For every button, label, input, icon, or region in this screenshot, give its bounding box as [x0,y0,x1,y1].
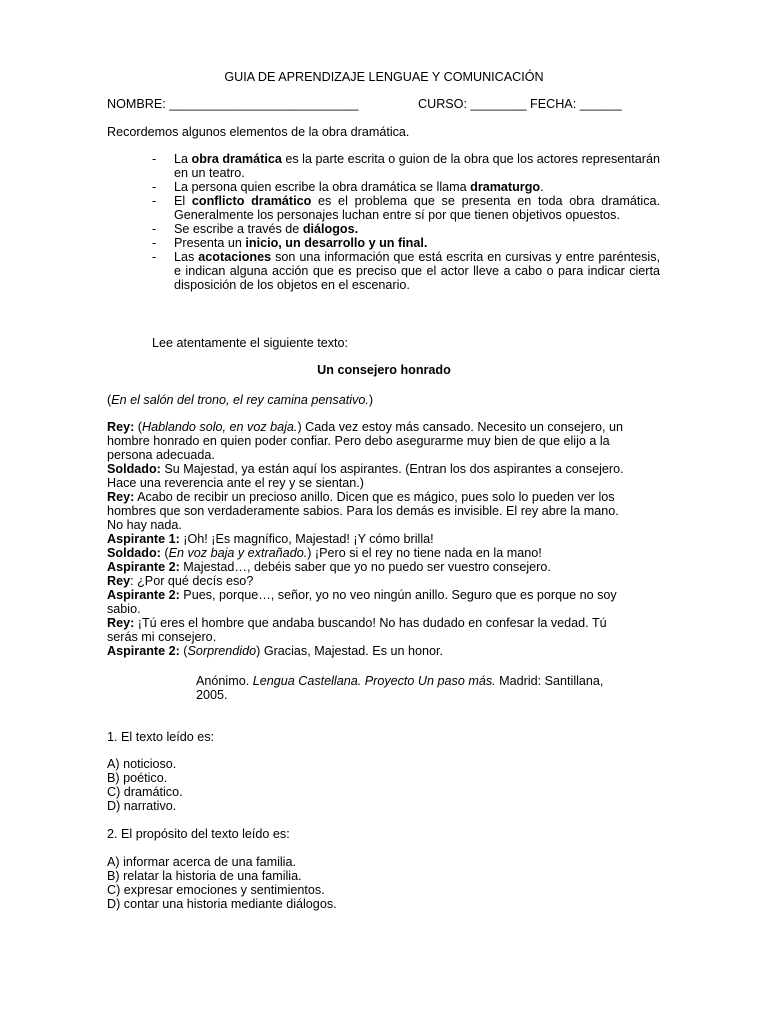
text-run: son una información que está escrita en cursivas y entre paréntesis, e indican alguna acción que es preciso que el actor lleve a cabo o para indicar cierta disposición de los objetos en el escenario. [174,250,660,292]
text-run: Pues, porque…, señor, yo no veo ningún anillo. Seguro que es porque no soy sabio. [107,588,617,616]
dialogue-line [107,462,635,490]
text-run: Anónimo. [196,674,253,688]
speaker-name: Aspirante 2: [107,588,180,602]
question-1-prompt: 1. El texto leído es: [107,730,215,744]
student-header [107,97,667,111]
text-run: ( [134,420,142,434]
list-item [152,250,660,292]
dialogue-line [107,616,635,644]
text-run: ) [368,393,374,407]
question-2-options [107,855,667,911]
dialogue-line [107,490,635,532]
text-run: ( [160,546,169,560]
elements-list [152,152,660,292]
speaker-name: Rey: [107,420,135,434]
dialogue-block [107,420,635,658]
dialogue-line [107,560,635,574]
list-item [152,222,660,236]
text-run: Presenta un [174,236,246,250]
text-run: ¡Tú eres el hombre que andaba buscando! No has dudado en confesar la vedad. Tú serás mi consejero. [107,616,607,644]
bold-term: acotaciones [198,250,272,264]
answer-option: A) informar acerca de una familia. [107,855,296,869]
answer-option: A) noticioso. [107,757,177,771]
dialogue-line [107,644,635,658]
bold-term: dramaturgo [470,180,541,194]
speaker-name: Rey [107,574,131,588]
bullet-dash: - [152,250,157,264]
speaker-name: Aspirante 2: [107,560,180,574]
speaker-name: Aspirante 2: [107,644,180,658]
answer-option: C) dramático. [107,785,183,799]
source-citation [196,674,616,702]
bold-term: conflicto dramático [191,194,312,208]
speaker-name: Soldado: [107,546,161,560]
text-run: La [174,152,192,166]
answer-option: D) narrativo. [107,799,177,813]
bullet-dash: - [152,236,157,250]
text-run: Majestad…, debéis saber que yo no puedo ser vuestro consejero. [179,560,551,574]
text-run: ( [107,393,112,407]
speaker-name: Rey: [107,616,135,630]
italic-text: Sorprendido [187,644,257,658]
text-run: ) Cada vez estoy más cansado. Necesito un consejero, un hombre honrado en quien poder confiar. Pero debo asegurarme muy bien de que elijo a la persona adecuada. [107,420,623,462]
story-title: Un consejero honrado [317,363,451,377]
text-run: es la parte escrita o guion de la obra que los actores representarán en un teatro. [174,152,661,180]
bullet-dash: - [152,194,157,208]
list-item [152,194,660,222]
italic-text: Hablando solo, en voz baja. [142,420,298,434]
read-instruction: Lee atentamente el siguiente texto: [152,336,349,350]
text-run: Su Majestad, ya están aquí los aspirantes. (Entran los dos aspirantes a consejero. Hace una reverencia ante el rey y se sientan.) [107,462,624,490]
text-run: ( [179,644,188,658]
text-run: : ¿Por qué decís eso? [130,574,254,588]
intro-text: Recordemos algunos elementos de la obra dramática. [107,125,410,139]
answer-option: D) contar una historia mediante diálogos. [107,897,337,911]
list-item [152,180,660,194]
text-run: es el problema que se presenta en toda obra dramática. Generalmente los personajes luchan entre sí por que tienen objetivos opuestos. [174,194,660,222]
bold-term: diálogos. [302,222,359,236]
speaker-name: Rey: [107,490,135,504]
text-run: . [540,180,544,194]
list-item [152,236,660,250]
speaker-name: Aspirante 1: [107,532,180,546]
answer-option: C) expresar emociones y sentimientos. [107,883,325,897]
dialogue-line [107,546,635,560]
dialogue-line [107,588,635,616]
text-run: Las [174,250,199,264]
italic-text: En voz baja y extrañado. [168,546,308,560]
text-run: ) Gracias, Majestad. Es un honor. [256,644,444,658]
list-item [152,152,660,180]
text-run: ) ¡Pero si el rey no tiene nada en la mano! [307,546,542,560]
text-run: Se escribe a través de [174,222,303,236]
text-run: El [174,194,192,208]
bullet-dash: - [152,180,157,194]
dialogue-line [107,574,635,588]
italic-text: En el salón del trono, el rey camina pensativo. [111,393,369,407]
answer-option: B) relatar la historia de una familia. [107,869,302,883]
name-field: NOMBRE: ___________________________ [107,97,359,111]
dialogue-line [107,420,635,462]
question-1-options [107,757,667,813]
text-run: La persona quien escribe la obra dramática se llama [174,180,471,194]
question-2-prompt: 2. El propósito del texto leído es: [107,827,290,841]
stage-direction [107,393,667,407]
text-run: Madrid: Santillana, 2005. [196,674,604,702]
speaker-name: Soldado: [107,462,161,476]
bullet-dash: - [152,152,157,166]
answer-option: B) poético. [107,771,168,785]
bold-term: obra dramática [191,152,282,166]
bold-term: inicio, un desarrollo y un final. [245,236,428,250]
bullet-dash: - [152,222,157,236]
text-run: ¡Oh! ¡Es magnífico, Majestad! ¡Y cómo brilla! [179,532,434,546]
page-title: GUIA DE APRENDIZAJE LENGUAE Y COMUNICACIÓN [224,70,544,84]
italic-text: Lengua Castellana. Proyecto Un paso más. [252,674,496,688]
text-run: Acabo de recibir un precioso anillo. Dicen que es mágico, pues solo lo pueden ver los hombres que son verdaderamente sabios. Para los demás es invisible. El rey abre la mano. No hay nada. [107,490,619,532]
course-date-field: CURSO: ________ FECHA: ______ [418,97,622,111]
dialogue-line [107,532,635,546]
